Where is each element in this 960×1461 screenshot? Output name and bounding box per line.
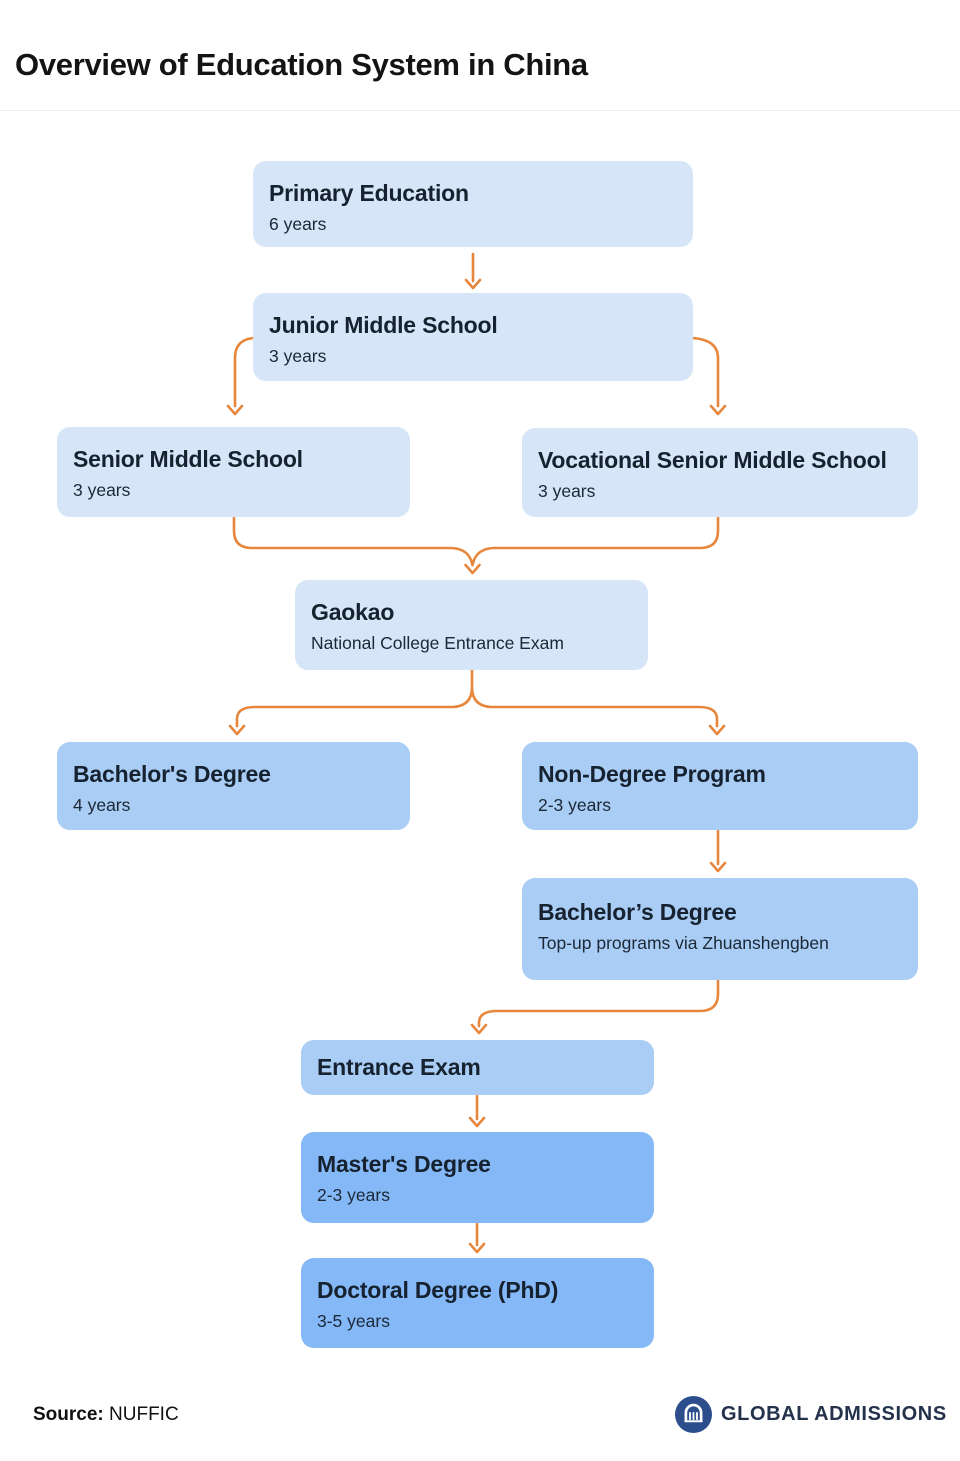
node-subtitle: 4 years bbox=[73, 795, 131, 816]
node-entrance-exam bbox=[301, 1040, 654, 1095]
logo-text: GLOBAL ADMISSIONS bbox=[721, 1403, 947, 1425]
node-subtitle: Top-up programs via Zhuanshengben bbox=[538, 933, 829, 954]
node-topup-bachelors-degree bbox=[522, 878, 918, 980]
node-title: Junior Middle School bbox=[269, 312, 498, 338]
node-title: Gaokao bbox=[311, 599, 395, 625]
node-subtitle: 2-3 years bbox=[317, 1185, 390, 1206]
node-title: Primary Education bbox=[269, 180, 469, 206]
node-gaokao bbox=[295, 580, 648, 670]
node-subtitle: National College Entrance Exam bbox=[311, 633, 564, 654]
node-subtitle: 3 years bbox=[73, 480, 131, 501]
node-subtitle: 3-5 years bbox=[317, 1311, 390, 1332]
node-title: Bachelor's Degree bbox=[73, 761, 271, 787]
node-junior-middle-school bbox=[253, 293, 693, 381]
node-doctoral-degree bbox=[301, 1258, 654, 1348]
global-admissions-logo bbox=[675, 1396, 947, 1433]
source-value: NUFFIC bbox=[109, 1404, 179, 1425]
node-title: Master's Degree bbox=[317, 1151, 491, 1177]
node-non-degree-program bbox=[522, 742, 918, 830]
node-masters-degree bbox=[301, 1132, 654, 1223]
node-title: Vocational Senior Middle School bbox=[538, 447, 887, 473]
page-title: Overview of Education System in China bbox=[15, 46, 588, 82]
node-subtitle: 3 years bbox=[538, 481, 596, 502]
node-senior-middle-school bbox=[57, 427, 410, 517]
node-title: Bachelor’s Degree bbox=[538, 899, 737, 925]
source-note bbox=[33, 1404, 179, 1426]
source-label: Source: bbox=[33, 1404, 104, 1425]
node-primary-education bbox=[253, 161, 693, 247]
node-title: Senior Middle School bbox=[73, 446, 303, 472]
node-title: Entrance Exam bbox=[317, 1054, 481, 1080]
node-bachelors-degree bbox=[57, 742, 410, 830]
node-subtitle: 6 years bbox=[269, 214, 327, 235]
node-subtitle: 3 years bbox=[269, 346, 327, 367]
node-title: Doctoral Degree (PhD) bbox=[317, 1277, 559, 1303]
node-title: Non-Degree Program bbox=[538, 761, 766, 787]
university-building-icon bbox=[675, 1396, 712, 1433]
node-subtitle: 2-3 years bbox=[538, 795, 611, 816]
node-vocational-senior-middle-school bbox=[522, 428, 918, 517]
